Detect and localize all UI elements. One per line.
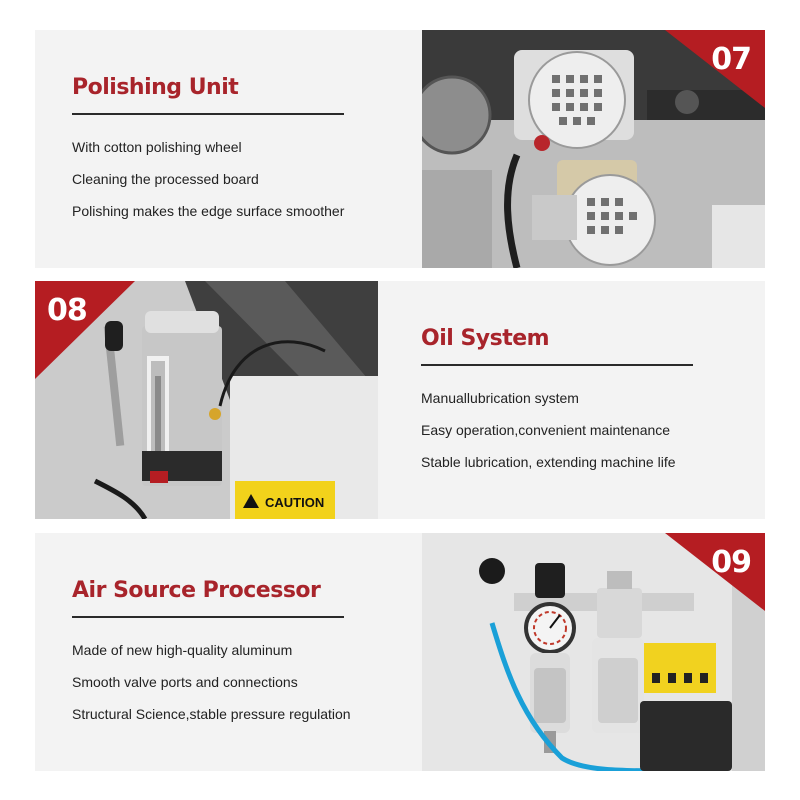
- caution-label: CAUTION: [265, 495, 325, 510]
- section-air-source-processor: [35, 533, 765, 771]
- title-underline: [421, 364, 693, 366]
- section-number-badge: 09: [711, 545, 751, 580]
- section-polishing-unit: [35, 30, 765, 268]
- feature-item: With cotton polishing wheel: [72, 139, 242, 155]
- feature-item: Structural Science,stable pressure regulation: [72, 706, 351, 722]
- title-underline: [72, 113, 344, 115]
- feature-item: Smooth valve ports and connections: [72, 674, 298, 690]
- section-title: Polishing Unit: [72, 75, 239, 100]
- section-number-badge: 08: [47, 293, 87, 328]
- oil-system-photo: [35, 281, 378, 519]
- polishing-unit-photo: [422, 30, 765, 268]
- feature-item: Easy operation,convenient maintenance: [421, 422, 671, 438]
- section-oil-system: [35, 281, 765, 519]
- feature-item: Manuallubrication system: [421, 390, 579, 406]
- feature-list: [72, 137, 344, 233]
- feature-list: [72, 640, 351, 736]
- feature-item: Made of new high-quality aluminum: [72, 642, 293, 658]
- section-title: Air Source Processor: [72, 578, 321, 603]
- feature-list: [421, 388, 693, 484]
- title-underline: [72, 616, 344, 618]
- feature-item: Polishing makes the edge surface smoother: [72, 203, 345, 219]
- feature-item: Stable lubrication, extending machine life: [421, 454, 676, 470]
- feature-item: Cleaning the processed board: [72, 171, 259, 187]
- section-title: Oil System: [421, 326, 550, 351]
- air-source-processor-photo: [422, 533, 765, 771]
- section-number-badge: 07: [711, 42, 751, 77]
